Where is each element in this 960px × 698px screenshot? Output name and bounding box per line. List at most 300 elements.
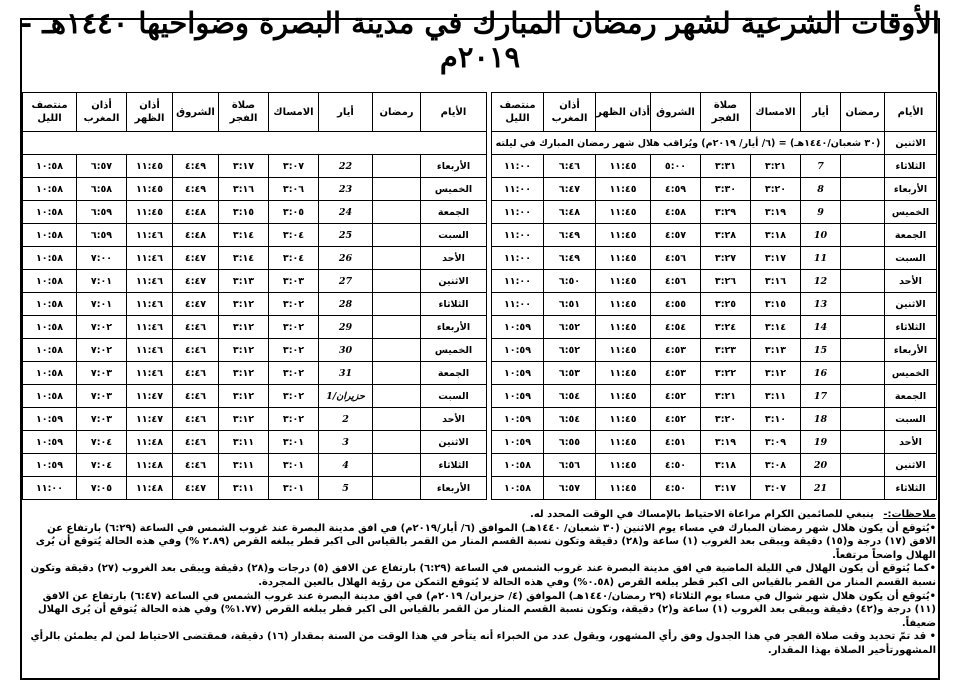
table-row-spacer	[23, 132, 487, 155]
day-cell: الخميس	[885, 362, 937, 385]
imsak-cell: ٣:١٩	[751, 201, 801, 224]
imsak-cell: ٣:٠٢	[269, 293, 319, 316]
fajr-cell: ٣:١٢	[219, 316, 269, 339]
day-cell: السبت	[885, 408, 937, 431]
midnight-cell: ١٠:٥٩	[492, 431, 544, 454]
empty-cell	[23, 132, 487, 155]
ayar-cell: 16	[801, 362, 841, 385]
imsak-cell: ٣:٠١	[269, 477, 319, 500]
midnight-cell: ١٠:٥٩	[23, 408, 77, 431]
table-row	[492, 178, 937, 201]
first-row-note: (٣٠ شعبان/١٤٤٠هـ) = (٦/ أيار/ ٢٠١٩م) ويُراقب هلال شهر رمضان المبارك في ليلته	[492, 132, 885, 155]
maghrib-cell: ٦:٥٢	[544, 316, 596, 339]
schedule-table-left	[22, 92, 487, 500]
shuruq-cell: ٤:٤٧	[173, 270, 219, 293]
ayar-cell: 23	[319, 178, 373, 201]
ayar-cell: 9	[801, 201, 841, 224]
ramadan-cell	[373, 339, 421, 362]
schedule-table-right	[491, 92, 937, 500]
shuruq-cell: ٤:٤٩	[173, 155, 219, 178]
maghrib-cell: ٦:٥٦	[544, 454, 596, 477]
table-row	[492, 270, 937, 293]
ayar-cell: 12	[801, 270, 841, 293]
imsak-cell: ٣:٠٢	[269, 408, 319, 431]
imsak-cell: ٣:٠٢	[269, 385, 319, 408]
ramadan-cell	[841, 477, 885, 500]
maghrib-cell: ٧:٠٣	[77, 362, 127, 385]
dhuhr-cell: ١١:٤٥	[596, 408, 651, 431]
imsak-cell: ٣:٠٨	[751, 454, 801, 477]
maghrib-cell: ٧:٠٣	[77, 385, 127, 408]
table-header-row	[23, 93, 487, 132]
ayar-cell: 24	[319, 201, 373, 224]
fajr-cell: ٣:٢٩	[701, 201, 751, 224]
midnight-cell: ١١:٠٠	[492, 178, 544, 201]
maghrib-cell: ٧:٠٢	[77, 316, 127, 339]
ramadan-cell	[841, 224, 885, 247]
shuruq-cell: ٤:٥٦	[651, 270, 701, 293]
shuruq-cell: ٤:٥١	[651, 431, 701, 454]
day-cell: السبت	[885, 247, 937, 270]
imsak-cell: ٣:٠٤	[269, 224, 319, 247]
shuruq-cell: ٤:٥٦	[651, 247, 701, 270]
ramadan-cell	[373, 477, 421, 500]
dhuhr-cell: ١١:٤٧	[127, 385, 173, 408]
midnight-cell: ١٠:٥٨	[23, 270, 77, 293]
notes-section	[22, 508, 936, 678]
fajr-cell: ٣:٣٠	[701, 178, 751, 201]
imsak-cell: ٣:٠٧	[269, 155, 319, 178]
ayar-cell: 11	[801, 247, 841, 270]
ramadan-cell	[841, 247, 885, 270]
dhuhr-cell: ١١:٤٦	[127, 339, 173, 362]
table-row	[23, 293, 487, 316]
table-row	[23, 477, 487, 500]
table-row	[23, 385, 487, 408]
notes-line-1	[22, 508, 936, 522]
maghrib-cell: ٦:٤٩	[544, 247, 596, 270]
imsak-cell: ٣:٢١	[751, 155, 801, 178]
dhuhr-cell: ١١:٤٨	[127, 431, 173, 454]
maghrib-cell: ٧:٠٢	[77, 339, 127, 362]
imsak-cell: ٣:٠١	[269, 431, 319, 454]
shuruq-cell: ٤:٤٦	[173, 362, 219, 385]
dhuhr-cell: ١١:٤٥	[596, 270, 651, 293]
table-row	[23, 270, 487, 293]
dhuhr-cell: ١١:٤٥	[127, 155, 173, 178]
shuruq-cell: ٤:٥٠	[651, 454, 701, 477]
day-cell: الأربعاء	[421, 477, 487, 500]
imsak-cell: ٣:١١	[751, 385, 801, 408]
day-cell: الخميس	[421, 339, 487, 362]
table-row	[492, 454, 937, 477]
fajr-cell: ٣:٢٣	[701, 339, 751, 362]
maghrib-cell: ٦:٥٤	[544, 408, 596, 431]
ayar-cell: 4	[319, 454, 373, 477]
day-cell: الأحد	[421, 408, 487, 431]
fajr-cell: ٣:١٢	[219, 408, 269, 431]
ayar-cell: 22	[319, 155, 373, 178]
shuruq-cell: ٤:٥٢	[651, 385, 701, 408]
table-header-row	[492, 93, 937, 132]
fajr-cell: ٣:١٢	[219, 362, 269, 385]
shuruq-cell: ٤:٤٧	[173, 247, 219, 270]
day-cell: الجمعة	[885, 224, 937, 247]
column-header: منتصف الليل	[492, 93, 544, 132]
shuruq-cell: ٤:٥٤	[651, 316, 701, 339]
day-cell: السبت	[421, 224, 487, 247]
fajr-cell: ٣:١٣	[219, 270, 269, 293]
maghrib-cell: ٦:٤٧	[544, 178, 596, 201]
midnight-cell: ١١:٠٠	[23, 477, 77, 500]
day-cell: الاثنين	[885, 132, 937, 155]
midnight-cell: ١٠:٥٨	[23, 293, 77, 316]
ramadan-cell	[841, 339, 885, 362]
ramadan-cell	[373, 362, 421, 385]
dhuhr-cell: ١١:٤٥	[127, 201, 173, 224]
imsak-cell: ٣:٠٢	[269, 316, 319, 339]
dhuhr-cell: ١١:٤٥	[596, 155, 651, 178]
dhuhr-cell: ١١:٤٥	[596, 477, 651, 500]
day-cell: الأحد	[885, 431, 937, 454]
shuruq-cell: ٥:٠٠	[651, 155, 701, 178]
fajr-cell: ٣:١٤	[219, 247, 269, 270]
fajr-cell: ٣:١٥	[219, 201, 269, 224]
maghrib-cell: ٦:٥٥	[544, 431, 596, 454]
ayar-cell: 26	[319, 247, 373, 270]
day-cell: الأحد	[421, 247, 487, 270]
table-row	[23, 339, 487, 362]
shuruq-cell: ٤:٥٨	[651, 201, 701, 224]
maghrib-cell: ٧:٠٣	[77, 408, 127, 431]
maghrib-cell: ٦:٥٢	[544, 339, 596, 362]
maghrib-cell: ٦:٤٩	[544, 224, 596, 247]
day-cell: الأربعاء	[885, 339, 937, 362]
note-text: • قد تمّ تحديد وقت صلاة الفجر في هذا الجدول وفق رأي المشهور، ويقول عدد من الخبراء أنه يتأخر في هذا الوقت من السنة بمقدار (١٦) دقيقة، فمقتضى الاحتياط لمن لم يطمئن بالرأي المشهورتأخير الصلاة بهذا المقدار.	[30, 631, 936, 656]
fajr-cell: ٣:٢٧	[701, 247, 751, 270]
shuruq-cell: ٤:٤٩	[173, 178, 219, 201]
ayar-cell: 21	[801, 477, 841, 500]
table-row	[492, 362, 937, 385]
midnight-cell: ١٠:٥٩	[492, 385, 544, 408]
ramadan-cell	[373, 247, 421, 270]
midnight-cell: ١٠:٥٩	[23, 454, 77, 477]
table-row	[23, 201, 487, 224]
ayar-cell: 14	[801, 316, 841, 339]
midnight-cell: ١٠:٥٨	[23, 316, 77, 339]
ramadan-cell	[841, 270, 885, 293]
fajr-cell: ٣:١٢	[219, 339, 269, 362]
imsak-cell: ٣:١٦	[751, 270, 801, 293]
ayar-cell: 13	[801, 293, 841, 316]
ayar-cell: 25	[319, 224, 373, 247]
ramadan-cell	[841, 201, 885, 224]
shuruq-cell: ٤:٥٢	[651, 408, 701, 431]
dhuhr-cell: ١١:٤٦	[127, 293, 173, 316]
maghrib-cell: ٦:٥٨	[77, 178, 127, 201]
fajr-cell: ٣:١٢	[219, 293, 269, 316]
day-cell: الثلاثاء	[421, 454, 487, 477]
ramadan-cell	[373, 431, 421, 454]
imsak-cell: ٣:٠٥	[269, 201, 319, 224]
shuruq-cell: ٤:٤٧	[173, 293, 219, 316]
imsak-cell: ٣:٢٠	[751, 178, 801, 201]
table-row	[23, 247, 487, 270]
ayar-cell: 28	[319, 293, 373, 316]
imsak-cell: ٣:١٨	[751, 224, 801, 247]
note-text: •كما يُتوقع أن يكون الهلال في الليلة الماضية في افق مدينة البصرة عند غروب الشمس في الساعة (٦:٢٩) بارتفاع عن الافق (٥) درجات و(٢٨) دقيقة ويبقى بعد الغروب (٢٧) دقيقة وتكون نسبة القسم المنار من القمر بالقياس الى اكبر قطر يبلغه القرص (٠.٥٨%) وفي هذه الحالة لا يُتوقع التمكن من رؤية الهلال بالعين المجردة.	[30, 563, 936, 588]
midnight-cell: ١٠:٥٩	[492, 362, 544, 385]
dhuhr-cell: ١١:٤٥	[596, 362, 651, 385]
imsak-cell: ٣:١٣	[751, 339, 801, 362]
table-row	[23, 362, 487, 385]
table-row	[492, 477, 937, 500]
table-row	[23, 155, 487, 178]
column-header: صلاة الفجر	[701, 93, 751, 132]
column-header: الامساك	[751, 93, 801, 132]
ramadan-cell	[841, 316, 885, 339]
shuruq-cell: ٤:٥٠	[651, 477, 701, 500]
day-cell: الأربعاء	[421, 316, 487, 339]
shuruq-cell: ٤:٥٧	[651, 224, 701, 247]
dhuhr-cell: ١١:٤٥	[596, 247, 651, 270]
ramadan-cell	[841, 431, 885, 454]
fajr-cell: ٣:٢١	[701, 385, 751, 408]
midnight-cell: ١٠:٥٩	[492, 316, 544, 339]
day-cell: الخميس	[885, 201, 937, 224]
day-cell: الجمعة	[885, 385, 937, 408]
ayar-cell: 27	[319, 270, 373, 293]
maghrib-cell: ٦:٥٧	[544, 477, 596, 500]
day-cell: الثلاثاء	[885, 477, 937, 500]
note-text: ينبغي للصائمين الكرام مراعاة الاحتياط بالإمساك في الوقت المحدد له.	[530, 509, 874, 520]
notes-title: ملاحظات:-	[883, 509, 936, 520]
dhuhr-cell: ١١:٤٥	[596, 454, 651, 477]
midnight-cell: ١٠:٥٨	[492, 454, 544, 477]
ramadan-cell	[841, 408, 885, 431]
maghrib-cell: ٧:٠١	[77, 293, 127, 316]
ayar-cell: 5	[319, 477, 373, 500]
shuruq-cell: ٤:٤٦	[173, 316, 219, 339]
note-text: •يُتوقع أن يكون هلال شهر رمضان المبارك في مساء يوم الاثنين (٣٠ شعبان/ ١٤٤٠هـ) الموافق (٦/ أيار/٢٠١٩م) في افق مدينة البصرة عند غروب الشمس في الساعة (٦:٢٩) بارتفاع عن الافق (١٧) درجة و(١٥) دقيقة ويبقى بعد الغروب (١) ساعة و(٢٨) دقيقة وتكون نسبة القسم المنار من القمر بالقياس الى اكبر قطر يبلغه القرص (٢.٨٩ %) وفي هذه الحالة يُتوقع أن يُرى الهلال واضحاً مرتفعاً.	[35, 522, 936, 561]
maghrib-cell: ٦:٥٣	[544, 362, 596, 385]
fajr-cell: ٣:٢٨	[701, 224, 751, 247]
ayar-cell: 17	[801, 385, 841, 408]
column-header: أيار	[319, 93, 373, 132]
midnight-cell: ١٠:٥٩	[492, 408, 544, 431]
ramadan-cell	[841, 362, 885, 385]
column-header: أذان المغرب	[544, 93, 596, 132]
shuruq-cell: ٤:٥٣	[651, 339, 701, 362]
ramadan-cell	[373, 385, 421, 408]
ayar-cell: 31	[319, 362, 373, 385]
day-cell: الأحد	[885, 270, 937, 293]
fajr-cell: ٣:١٤	[219, 224, 269, 247]
day-cell: الاثنين	[421, 431, 487, 454]
dhuhr-cell: ١١:٤٥	[596, 224, 651, 247]
dhuhr-cell: ١١:٤٦	[127, 362, 173, 385]
maghrib-cell: ٦:٥٧	[77, 155, 127, 178]
shuruq-cell: ٤:٤٦	[173, 408, 219, 431]
fajr-cell: ٣:١٧	[219, 155, 269, 178]
column-header: الشروق	[173, 93, 219, 132]
table-row	[23, 316, 487, 339]
maghrib-cell: ٦:٥١	[544, 293, 596, 316]
maghrib-cell: ٦:٤٦	[544, 155, 596, 178]
ramadan-cell	[373, 270, 421, 293]
table-row	[492, 132, 937, 155]
table-row	[492, 247, 937, 270]
imsak-cell: ٣:٠٦	[269, 178, 319, 201]
table-row	[23, 178, 487, 201]
day-cell: السبت	[421, 385, 487, 408]
imsak-cell: ٣:٠١	[269, 454, 319, 477]
table-row	[492, 316, 937, 339]
fajr-cell: ٣:١٢	[219, 385, 269, 408]
column-header: الامساك	[269, 93, 319, 132]
ayar-cell: 18	[801, 408, 841, 431]
table-row	[492, 293, 937, 316]
midnight-cell: ١٠:٥٨	[23, 385, 77, 408]
maghrib-cell: ٧:٠١	[77, 270, 127, 293]
midnight-cell: ١١:٠٠	[492, 293, 544, 316]
ramadan-cell	[373, 201, 421, 224]
ramadan-cell	[841, 385, 885, 408]
dhuhr-cell: ١١:٤٥	[127, 178, 173, 201]
ramadan-cell	[373, 224, 421, 247]
table-row	[492, 408, 937, 431]
fajr-cell: ٣:١٨	[701, 454, 751, 477]
maghrib-cell: ٦:٥٩	[77, 201, 127, 224]
midnight-cell: ١٠:٥٨	[23, 339, 77, 362]
ayar-cell: 15	[801, 339, 841, 362]
imsak-cell: ٣:٠٤	[269, 247, 319, 270]
imsak-cell: ٣:١٢	[751, 362, 801, 385]
column-header: أذان المغرب	[77, 93, 127, 132]
imsak-cell: ٣:١٥	[751, 293, 801, 316]
ayar-cell: 8	[801, 178, 841, 201]
shuruq-cell: ٤:٥٩	[651, 178, 701, 201]
column-header: الأيام	[885, 93, 937, 132]
column-header: صلاة الفجر	[219, 93, 269, 132]
shuruq-cell: ٤:٤٦	[173, 454, 219, 477]
ramadan-cell	[841, 155, 885, 178]
table-row	[492, 385, 937, 408]
ramadan-cell	[373, 293, 421, 316]
ayar-cell: 2	[319, 408, 373, 431]
imsak-cell: ٣:٠٢	[269, 339, 319, 362]
table-row	[492, 431, 937, 454]
midnight-cell: ١٠:٥٩	[23, 431, 77, 454]
ayar-cell: 19	[801, 431, 841, 454]
imsak-cell: ٣:٠٧	[751, 477, 801, 500]
maghrib-cell: ٦:٤٨	[544, 201, 596, 224]
dhuhr-cell: ١١:٤٨	[127, 477, 173, 500]
dhuhr-cell: ١١:٤٥	[596, 339, 651, 362]
ayar-cell: 20	[801, 454, 841, 477]
table-row	[492, 201, 937, 224]
midnight-cell: ١٠:٥٨	[23, 247, 77, 270]
imsak-cell: ٣:٠٩	[751, 431, 801, 454]
midnight-cell: ١٠:٥٨	[492, 477, 544, 500]
day-cell: الثلاثاء	[885, 316, 937, 339]
maghrib-cell: ٦:٥٩	[77, 224, 127, 247]
midnight-cell: ١٠:٥٨	[23, 155, 77, 178]
fajr-cell: ٣:١٩	[701, 431, 751, 454]
ayar-cell: 7	[801, 155, 841, 178]
table-row	[23, 224, 487, 247]
day-cell: الأربعاء	[885, 178, 937, 201]
dhuhr-cell: ١١:٤٧	[127, 408, 173, 431]
midnight-cell: ١٠:٥٩	[492, 339, 544, 362]
midnight-cell: ١١:٠٠	[492, 224, 544, 247]
table-row	[23, 408, 487, 431]
ramadan-cell	[373, 155, 421, 178]
imsak-cell: ٣:١٤	[751, 316, 801, 339]
column-header: أذان الظهر	[127, 93, 173, 132]
midnight-cell: ١١:٠٠	[492, 270, 544, 293]
day-cell: الثلاثاء	[421, 293, 487, 316]
shuruq-cell: ٤:٤٦	[173, 385, 219, 408]
fajr-cell: ٣:٣١	[701, 155, 751, 178]
table-row	[492, 155, 937, 178]
midnight-cell: ١٠:٥٨	[23, 224, 77, 247]
fajr-cell: ٣:٢٠	[701, 408, 751, 431]
ramadan-cell	[373, 454, 421, 477]
midnight-cell: ١١:٠٠	[492, 155, 544, 178]
table-row	[492, 339, 937, 362]
day-cell: الجمعة	[421, 201, 487, 224]
column-header: أيار	[801, 93, 841, 132]
shuruq-cell: ٤:٤٧	[173, 477, 219, 500]
shuruq-cell: ٤:٤٦	[173, 431, 219, 454]
fajr-cell: ٣:١١	[219, 431, 269, 454]
dhuhr-cell: ١١:٤٦	[127, 316, 173, 339]
shuruq-cell: ٤:٥٥	[651, 293, 701, 316]
column-header: رمضان	[373, 93, 421, 132]
day-cell: الجمعة	[421, 362, 487, 385]
fajr-cell: ٣:٢٥	[701, 293, 751, 316]
column-header: الشروق	[651, 93, 701, 132]
dhuhr-cell: ١١:٤٦	[127, 270, 173, 293]
table-row	[23, 454, 487, 477]
ayar-cell: 29	[319, 316, 373, 339]
maghrib-cell: ٧:٠٤	[77, 454, 127, 477]
ayar-cell: 3	[319, 431, 373, 454]
day-cell: الاثنين	[885, 454, 937, 477]
midnight-cell: ١٠:٥٨	[23, 362, 77, 385]
maghrib-cell: ٧:٠٥	[77, 477, 127, 500]
page-title: الأوقات الشرعية لشهر رمضان المبارك في مدينة البصرة وضواحيها ١٤٤٠هـ - ٢٠١٩م	[20, 6, 940, 74]
midnight-cell: ١١:٠٠	[492, 247, 544, 270]
imsak-cell: ٣:١٧	[751, 247, 801, 270]
ayar-cell: 30	[319, 339, 373, 362]
ramadan-cell	[373, 178, 421, 201]
fajr-cell: ٣:٢٢	[701, 362, 751, 385]
column-header: رمضان	[841, 93, 885, 132]
ayar-cell: 10	[801, 224, 841, 247]
imsak-cell: ٣:٠٣	[269, 270, 319, 293]
fajr-cell: ٣:١١	[219, 454, 269, 477]
fajr-cell: ٣:١١	[219, 477, 269, 500]
day-cell: الأربعاء	[421, 155, 487, 178]
ayar-cell: حزيران/1	[319, 385, 373, 408]
imsak-cell: ٣:٠٢	[269, 362, 319, 385]
dhuhr-cell: ١١:٤٦	[127, 224, 173, 247]
fajr-cell: ٣:١٧	[701, 477, 751, 500]
dhuhr-cell: ١١:٤٥	[596, 178, 651, 201]
shuruq-cell: ٤:٤٨	[173, 224, 219, 247]
